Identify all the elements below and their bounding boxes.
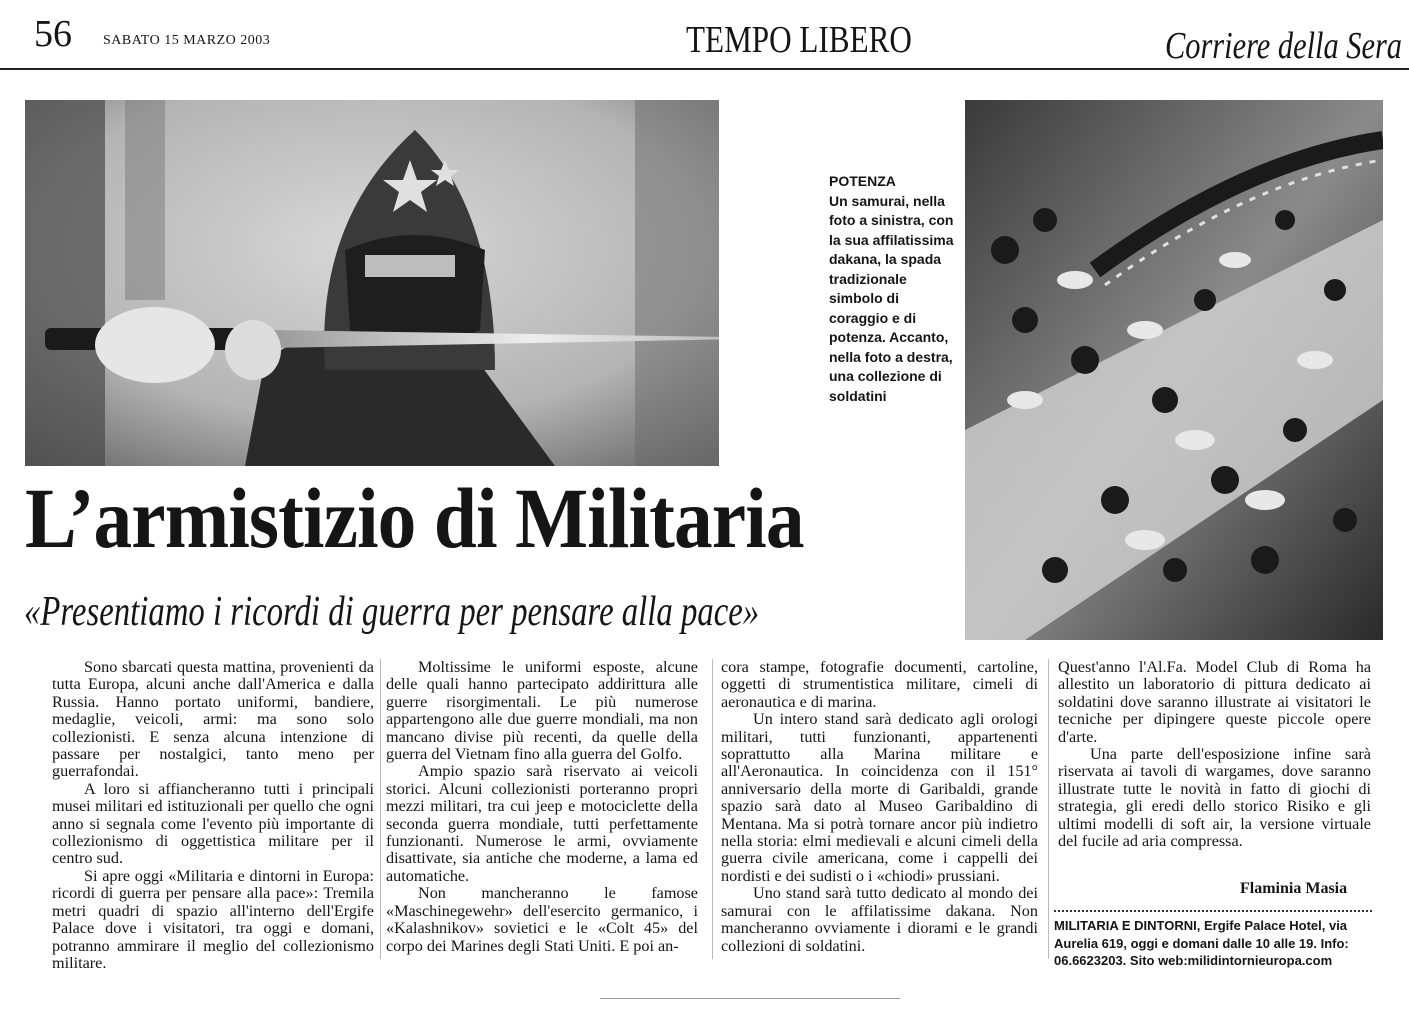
column-divider — [712, 659, 713, 959]
paragraph: Sono sbarcati questa mattina, provenienti da tutta Europa, alcuni anche dall'America e dalla Russia. Hanno portato uniformi, bandiere, medaglie, veicoli, armi: ma sono solo collezionisti. E senza alcuna intenzione di passare per nostalgici, tanto meno per guerrafondai. — [52, 658, 374, 781]
paragraph: Una parte dell'esposizione infine sarà riservata ai tavoli di wargames, dove saranno illustrate tutte le novità in fatto di giochi di strategia, gli eredi dello storico Risiko e gli ultimi modelli di soft air, la versione virtuale del fucile ad aria compressa. — [1058, 745, 1371, 851]
paragraph: Uno stand sarà tutto dedicato al mondo dei samurai con le affilatissime dakana. Non mancheranno ovviamente i diorami e le grandi collezioni di soldatini. — [721, 884, 1038, 955]
paragraph: Non mancheranno le famose «Maschinegewehr» dell'esercito germanico, i «Kalashnikov» sovietici e le «Colt 45» del corpo dei Marines degli Stati Uniti. E poi an- — [386, 884, 698, 955]
toy-soldiers-photo — [965, 100, 1383, 640]
author-signature: Flaminia Masia — [1240, 880, 1348, 897]
page-number: 56 — [34, 13, 72, 55]
column-divider — [1048, 659, 1049, 959]
paragraph: A loro si affiancheranno tutti i principali musei militari ed istituzionali per quello che ogni anno si segnala come l'evento più importante di collezionismo di oggettistica militare per il centro sud. — [52, 779, 374, 868]
column-divider — [380, 659, 381, 959]
subheadline: «Presentiamo i ricordi di guerra per pensare alla pace» — [24, 589, 760, 635]
event-info: MILITARIA E DINTORNI, Ergife Palace Hotel, via Aurelia 619, oggi e domani dalle 10 alle 19. Info: 06.6623203. Sito web:milidintornieuropa.com — [1054, 910, 1372, 970]
samurai-photo — [25, 100, 719, 466]
headline: L’armistizio di Militaria — [25, 470, 804, 566]
article-column-2 — [386, 659, 698, 955]
caption-heading: POTENZA — [829, 173, 896, 189]
paragraph: Ampio spazio sarà riservato ai veicoli storici. Alcuni collezionisti porteranno propri mezzi militari, tra cui jeep e motociclette della seconda guerra mondiale, tutti perfettamente funzionanti. Numerose le armi, ovviamente disattivate, sia antiche che moderne, a lama ed automatiche. — [386, 762, 698, 885]
paragraph: Si apre oggi «Militaria e dintorni in Europa: ricordi di guerra per pensare alla pace»: Tremila metri quadri di spazio all'interno dell'Ergife Palace dove i visitatori, tra oggi e domani, potranno ammirare il meglio del collezionismo militare. — [52, 866, 374, 972]
newspaper-name: Corriere della Sera — [1165, 25, 1402, 67]
paragraph: cora stampe, fotografie documenti, cartoline, oggetti di strumentistica militare, cimeli di aeronautica e di marina. — [721, 658, 1038, 711]
bottom-rule — [600, 998, 900, 999]
paragraph: Quest'anno l'Al.Fa. Model Club di Roma ha allestito un laboratorio di pittura dedicato ai soldatini dove saranno illustrate ai visitatori le tecniche per dipingere queste piccole opere d'arte. — [1058, 658, 1371, 746]
section-title: TEMPO LIBERO — [686, 19, 912, 61]
caption-text: Un samurai, nella foto a sinistra, con la sua affilatissima dakana, la spada tradizionale simbolo di coraggio e di potenza. Accanto, nella foto a destra, una collezione di soldatini — [829, 192, 954, 404]
photo-caption — [829, 172, 959, 406]
date-line: SABATO 15 MARZO 2003 — [103, 33, 271, 48]
article-column-1 — [52, 659, 374, 972]
paragraph: Moltissime le uniformi esposte, alcune delle quali hanno partecipato addirittura alle guerre risorgimentali. Le più numerose appartengono alle due guerre mondiali, ma non mancano divise più recenti, da quelle della guerra del Vietnam fino alla guerra del Golfo. — [386, 658, 698, 764]
paragraph: Un intero stand sarà dedicato agli orologi militari, tutti funzionanti, appartenenti soprattutto alla Marina militare e all'Aeronautica. In coincidenza con il 151° anniversario della morte di Garibaldi, grande spazio sarà dato al Museo Garibaldino di Mentana. Ma si potrà tornare ancor più indietro nella storia: elmi medievali e alcuni cimeli della guerra civile americana, come i cappelli dei nordisti e dei sudisti o i «chiodi» prussiani. — [721, 710, 1038, 885]
article-column-4 — [1058, 659, 1371, 850]
article-column-3 — [721, 659, 1038, 955]
header-rule — [0, 68, 1409, 70]
